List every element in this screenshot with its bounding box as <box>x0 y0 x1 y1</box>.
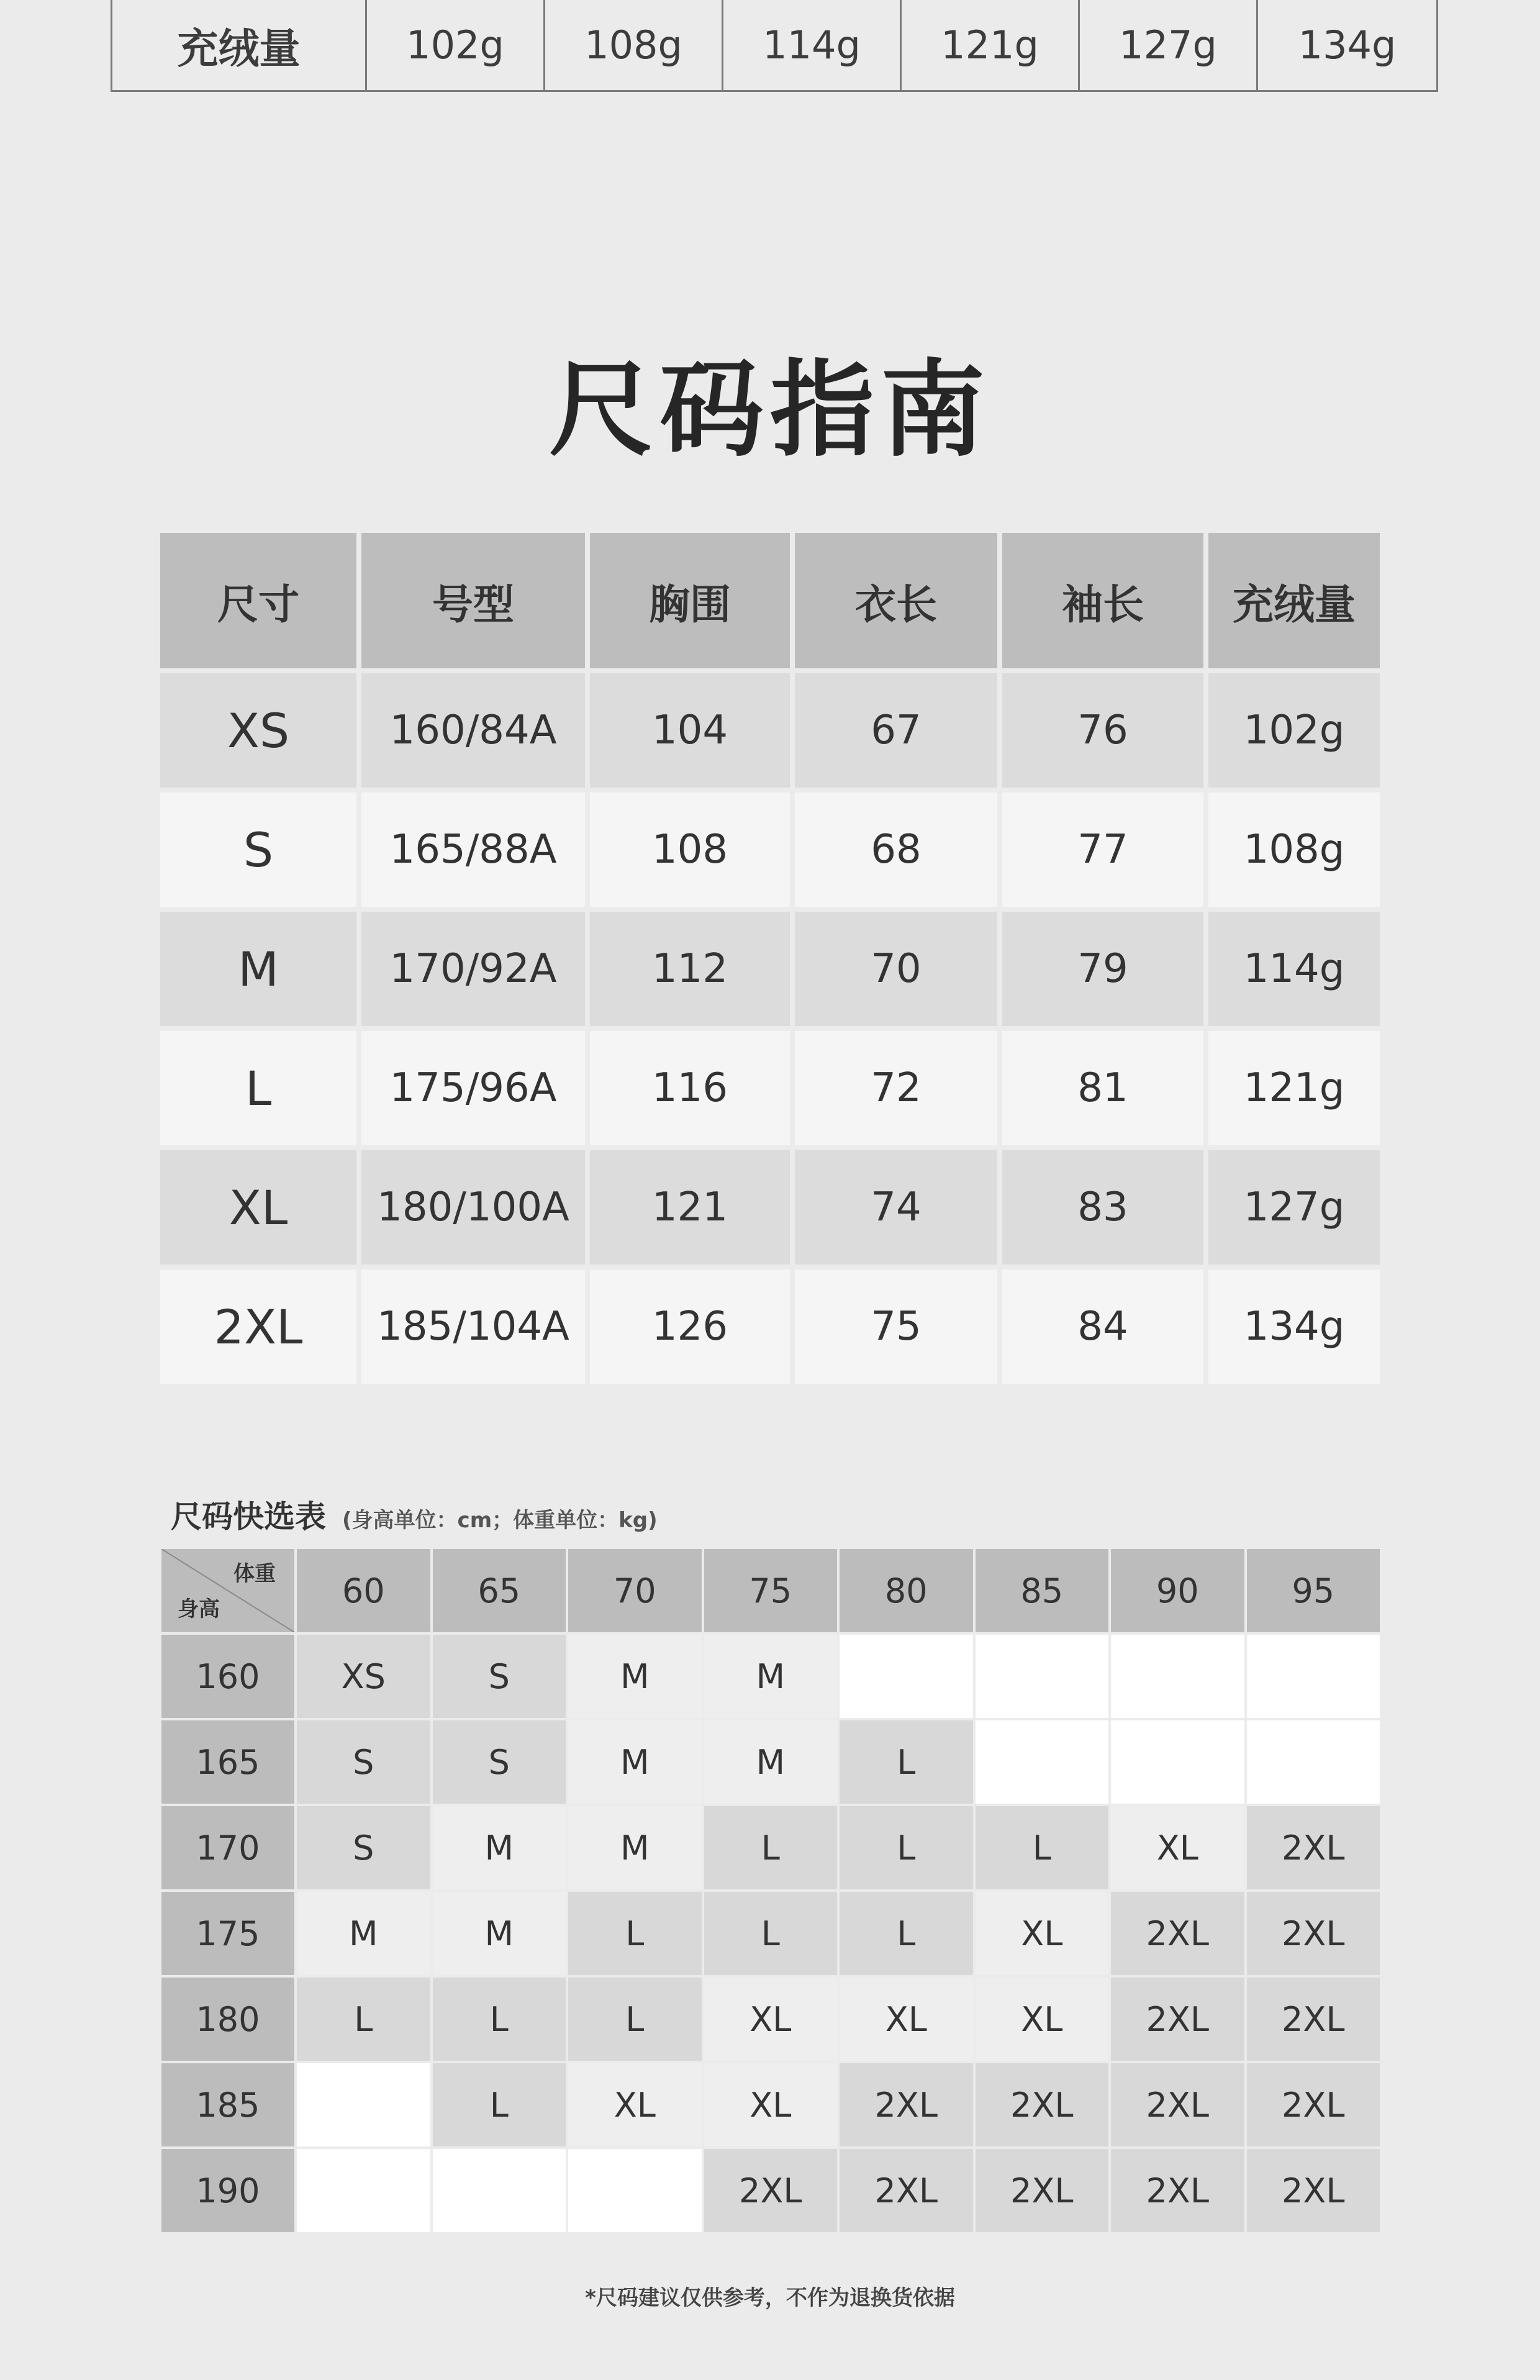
fill-weight-value: 108g <box>545 0 723 90</box>
size-label-cell: 2XL <box>160 1269 356 1384</box>
size-suggestion-cell: L <box>840 1806 973 1889</box>
quick-select-table <box>161 1549 1380 2232</box>
size-suggestion-cell: XS <box>297 1635 430 1718</box>
table-cell: 121g <box>1208 1031 1380 1145</box>
table-cell: 68 <box>795 793 997 907</box>
column-header: 衣长 <box>795 533 997 668</box>
size-suggestion-cell <box>976 1635 1109 1718</box>
size-suggestion-cell: L <box>433 2063 566 2146</box>
size-suggestion-cell: M <box>704 1720 838 1804</box>
size-suggestion-cell: 2XL <box>976 2063 1109 2146</box>
disclaimer-note: *尺码建议仅供参考，不作为退换货依据 <box>585 2286 955 2310</box>
table-cell: 102g <box>1208 673 1380 788</box>
size-suggestion-cell <box>840 1635 973 1718</box>
size-suggestion-cell: L <box>568 1892 702 1975</box>
table-cell: 180/100A <box>361 1150 585 1265</box>
fill-weight-value: 127g <box>1080 0 1258 90</box>
size-suggestion-cell: 2XL <box>840 2063 973 2146</box>
size-suggestion-cell <box>1247 1720 1380 1804</box>
size-suggestion-cell: M <box>568 1720 702 1804</box>
size-suggestion-cell: L <box>704 1806 838 1889</box>
table-cell: 160/84A <box>361 673 585 788</box>
size-suggestion-cell: M <box>433 1806 566 1889</box>
size-suggestion-cell: L <box>568 1978 702 2061</box>
size-label-cell: XL <box>160 1150 356 1265</box>
table-cell: 126 <box>590 1269 790 1384</box>
size-suggestion-cell: S <box>433 1720 566 1804</box>
size-suggestion-cell: M <box>433 1892 566 1975</box>
table-cell: 165/88A <box>361 793 585 907</box>
table-cell: 127g <box>1208 1150 1380 1265</box>
size-suggestion-cell: XL <box>976 1978 1109 2061</box>
quick-select-title: 尺码快选表 <box>171 1499 326 1535</box>
height-header: 185 <box>161 2063 294 2146</box>
size-suggestion-cell: M <box>297 1892 430 1975</box>
height-header: 180 <box>161 1978 294 2061</box>
column-header: 充绒量 <box>1208 533 1380 668</box>
quick-select-heading <box>171 1492 658 1542</box>
size-suggestion-cell: 2XL <box>976 2149 1109 2232</box>
size-suggestion-cell: 2XL <box>1247 2149 1380 2232</box>
table-cell: 76 <box>1002 673 1203 788</box>
size-suggestion-cell: 2XL <box>1247 1892 1380 1975</box>
size-label-cell: L <box>160 1031 356 1145</box>
size-suggestion-cell: 2XL <box>840 2149 973 2232</box>
size-guide-table <box>160 533 1380 1384</box>
weight-header: 90 <box>1111 1549 1244 1632</box>
height-header: 175 <box>161 1892 294 1975</box>
size-suggestion-cell: 2XL <box>1111 1892 1244 1975</box>
page-title: 尺码指南 <box>549 349 991 471</box>
table-cell: 75 <box>795 1269 997 1384</box>
table-cell: 104 <box>590 673 790 788</box>
size-label-cell: S <box>160 793 356 907</box>
size-suggestion-cell: XL <box>704 2063 838 2146</box>
fill-weight-value: 121g <box>902 0 1080 90</box>
size-label-cell: M <box>160 912 356 1026</box>
size-suggestion-cell: XL <box>568 2063 702 2146</box>
size-label-cell: XS <box>160 673 356 788</box>
table-cell: 84 <box>1002 1269 1203 1384</box>
corner-weight-label: 体重 <box>233 1561 276 1586</box>
size-suggestion-cell: L <box>704 1892 838 1975</box>
table-cell: 72 <box>795 1031 997 1145</box>
size-suggestion-cell: M <box>704 1635 838 1718</box>
table-corner-cell <box>161 1549 294 1632</box>
size-suggestion-cell <box>1111 1635 1244 1718</box>
size-suggestion-cell: L <box>297 1978 430 2061</box>
fill-weight-label: 充绒量 <box>112 0 367 90</box>
weight-header: 60 <box>297 1549 430 1632</box>
size-suggestion-cell: S <box>297 1806 430 1889</box>
fill-weight-value: 134g <box>1298 22 1397 68</box>
table-cell: 67 <box>795 673 997 788</box>
weight-header: 85 <box>976 1549 1109 1632</box>
fill-weight-value: 102g <box>367 0 545 90</box>
weight-header: 70 <box>568 1549 702 1632</box>
size-suggestion-cell: 2XL <box>1111 2149 1244 2232</box>
table-cell: 114g <box>1208 912 1380 1026</box>
fill-weight-value: 114g <box>723 0 902 90</box>
height-header: 190 <box>161 2149 294 2232</box>
size-suggestion-cell: L <box>840 1892 973 1975</box>
size-suggestion-cell <box>1111 1720 1244 1804</box>
height-header: 160 <box>161 1635 294 1718</box>
size-suggestion-cell: M <box>568 1806 702 1889</box>
weight-header: 65 <box>433 1549 566 1632</box>
size-suggestion-cell: S <box>297 1720 430 1804</box>
size-suggestion-cell: XL <box>704 1978 838 2061</box>
size-suggestion-cell: 2XL <box>1247 2063 1380 2146</box>
size-suggestion-cell <box>433 2149 566 2232</box>
size-suggestion-cell: L <box>976 1806 1109 1889</box>
table-cell: 108g <box>1208 793 1380 907</box>
height-header: 170 <box>161 1806 294 1889</box>
size-suggestion-cell: L <box>840 1720 973 1804</box>
weight-header: 80 <box>840 1549 973 1632</box>
table-cell: 170/92A <box>361 912 585 1026</box>
table-cell: 81 <box>1002 1031 1203 1145</box>
column-header: 尺寸 <box>160 533 356 668</box>
quick-select-subtitle: (身高单位：cm；体重单位：kg) <box>342 1508 658 1533</box>
table-cell: 112 <box>590 912 790 1026</box>
size-suggestion-cell: 2XL <box>704 2149 838 2232</box>
table-cell: 77 <box>1002 793 1203 907</box>
fill-weight-row <box>111 0 1438 92</box>
size-suggestion-cell: M <box>568 1635 702 1718</box>
size-suggestion-cell <box>568 2149 702 2232</box>
weight-header: 75 <box>704 1549 838 1632</box>
table-cell: 79 <box>1002 912 1203 1026</box>
table-cell: 74 <box>795 1150 997 1265</box>
weight-header: 95 <box>1247 1549 1380 1632</box>
size-suggestion-cell: 2XL <box>1247 1806 1380 1889</box>
size-suggestion-cell: XL <box>1111 1806 1244 1889</box>
column-header: 袖长 <box>1002 533 1203 668</box>
table-cell: 108 <box>590 793 790 907</box>
size-suggestion-cell <box>297 2149 430 2232</box>
table-cell: 134g <box>1208 1269 1380 1384</box>
table-cell: 185/104A <box>361 1269 585 1384</box>
size-suggestion-cell: 2XL <box>1111 1978 1244 2061</box>
size-suggestion-cell: 2XL <box>1111 2063 1244 2146</box>
table-cell: 70 <box>795 912 997 1026</box>
corner-height-label: 身高 <box>178 1597 220 1622</box>
column-header: 胸围 <box>590 533 790 668</box>
size-suggestion-cell: L <box>433 1978 566 2061</box>
column-header: 号型 <box>361 533 585 668</box>
size-suggestion-cell <box>976 1720 1109 1804</box>
table-cell: 83 <box>1002 1150 1203 1265</box>
table-cell: 116 <box>590 1031 790 1145</box>
size-suggestion-cell: 2XL <box>1247 1978 1380 2061</box>
size-suggestion-cell: XL <box>976 1892 1109 1975</box>
size-suggestion-cell <box>1247 1635 1380 1718</box>
size-suggestion-cell: S <box>433 1635 566 1718</box>
table-cell: 175/96A <box>361 1031 585 1145</box>
table-cell: 121 <box>590 1150 790 1265</box>
size-suggestion-cell: XL <box>840 1978 973 2061</box>
height-header: 165 <box>161 1720 294 1804</box>
size-suggestion-cell <box>297 2063 430 2146</box>
